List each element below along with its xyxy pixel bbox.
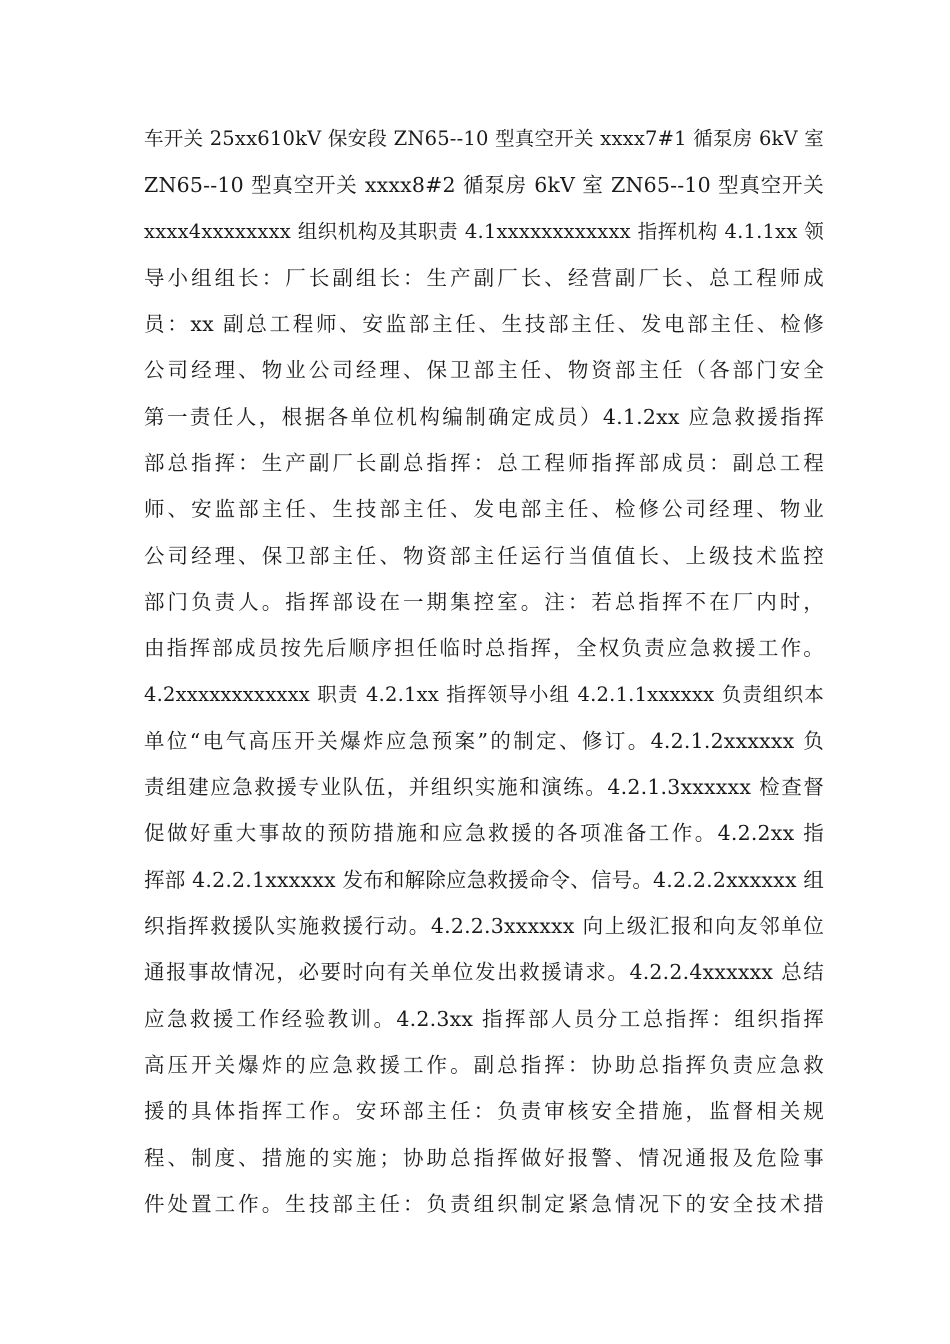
text-line: 挥部 4.2.2.1xxxxxx 发布和解除应急救援命令、信号。4.2.2.2xxxxxx 组 [144,867,825,892]
text-line: 员：xx 副总工程师、安监部主任、生技部主任、发电部主任、检修 [144,312,824,337]
text-line: 程、制度、措施的实施；协助总指挥做好报警、情况通报及危险事 [144,1145,824,1170]
text-line: 援的具体指挥工作。安环部主任：负责审核安全措施，监督相关规 [144,1099,824,1124]
text-line: 促做好重大事故的预防措施和应急救援的各项准备工作。4.2.2xx 指 [144,821,824,846]
text-line: 公司经理、物业公司经理、保卫部主任、物资部主任（各部门安全 [144,358,824,383]
text-line: 导小组组长：厂长副组长：生产副厂长、经营副厂长、总工程师成 [144,265,824,290]
text-line: 应急救援工作经验教训。4.2.3xx 指挥部人员分工总指挥：组织指挥 [144,1006,824,1031]
text-line: 由指挥部成员按先后顺序担任临时总指挥，全权负责应急救援工作。 [144,636,824,661]
body-text [144,116,824,1227]
text-line: 责组建应急救援专业队伍，并组织实施和演练。4.2.1.3xxxxxx 检查督 [144,775,824,800]
text-line: 部门负责人。指挥部设在一期集控室。注：若总指挥不在厂内时， [144,589,824,614]
text-line: 件处置工作。生技部主任：负责组织制定紧急情况下的安全技术措 [144,1191,824,1216]
text-line: ZN65--10 型真空开关 xxxx8#2 循泵房 6kV 室 ZN65--10 型真空开关 [144,173,824,198]
text-line: 高压开关爆炸的应急救援工作。副总指挥：协助总指挥负责应急救 [144,1052,824,1077]
text-line: 公司经理、保卫部主任、物资部主任运行当值值长、上级技术监控 [144,543,824,568]
text-line: 车开关 25xx610kV 保安段 ZN65--10 型真空开关 xxxx7#1 循泵房 6kV 室 [144,127,824,150]
text-line: 织指挥救援队实施救援行动。4.2.2.3xxxxxx 向上级汇报和向友邻单位 [144,914,824,939]
text-line: 第一责任人，根据各单位机构编制确定成员）4.1.2xx 应急救援指挥 [144,404,824,429]
text-line: xxxx4xxxxxxxx 组织机构及其职责 4.1xxxxxxxxxxxx 指挥机构 4.1.1xx 领 [144,219,824,243]
text-line: 部总指挥：生产副厂长副总指挥：总工程师指挥部成员：副总工程 [144,451,824,476]
text-line: 4.2xxxxxxxxxxxx 职责 4.2.1xx 指挥领导小组 4.2.1.1xxxxxx 负责组织本 [144,682,824,706]
text-line: 通报事故情况，必要时向有关单位发出救援请求。4.2.2.4xxxxxx 总结 [144,960,824,985]
text-line: 单位“电气高压开关爆炸应急预案”的制定、修订。4.2.1.2xxxxxx 负 [144,728,824,753]
text-line: 师、安监部主任、生技部主任、发电部主任、检修公司经理、物业 [144,497,824,522]
